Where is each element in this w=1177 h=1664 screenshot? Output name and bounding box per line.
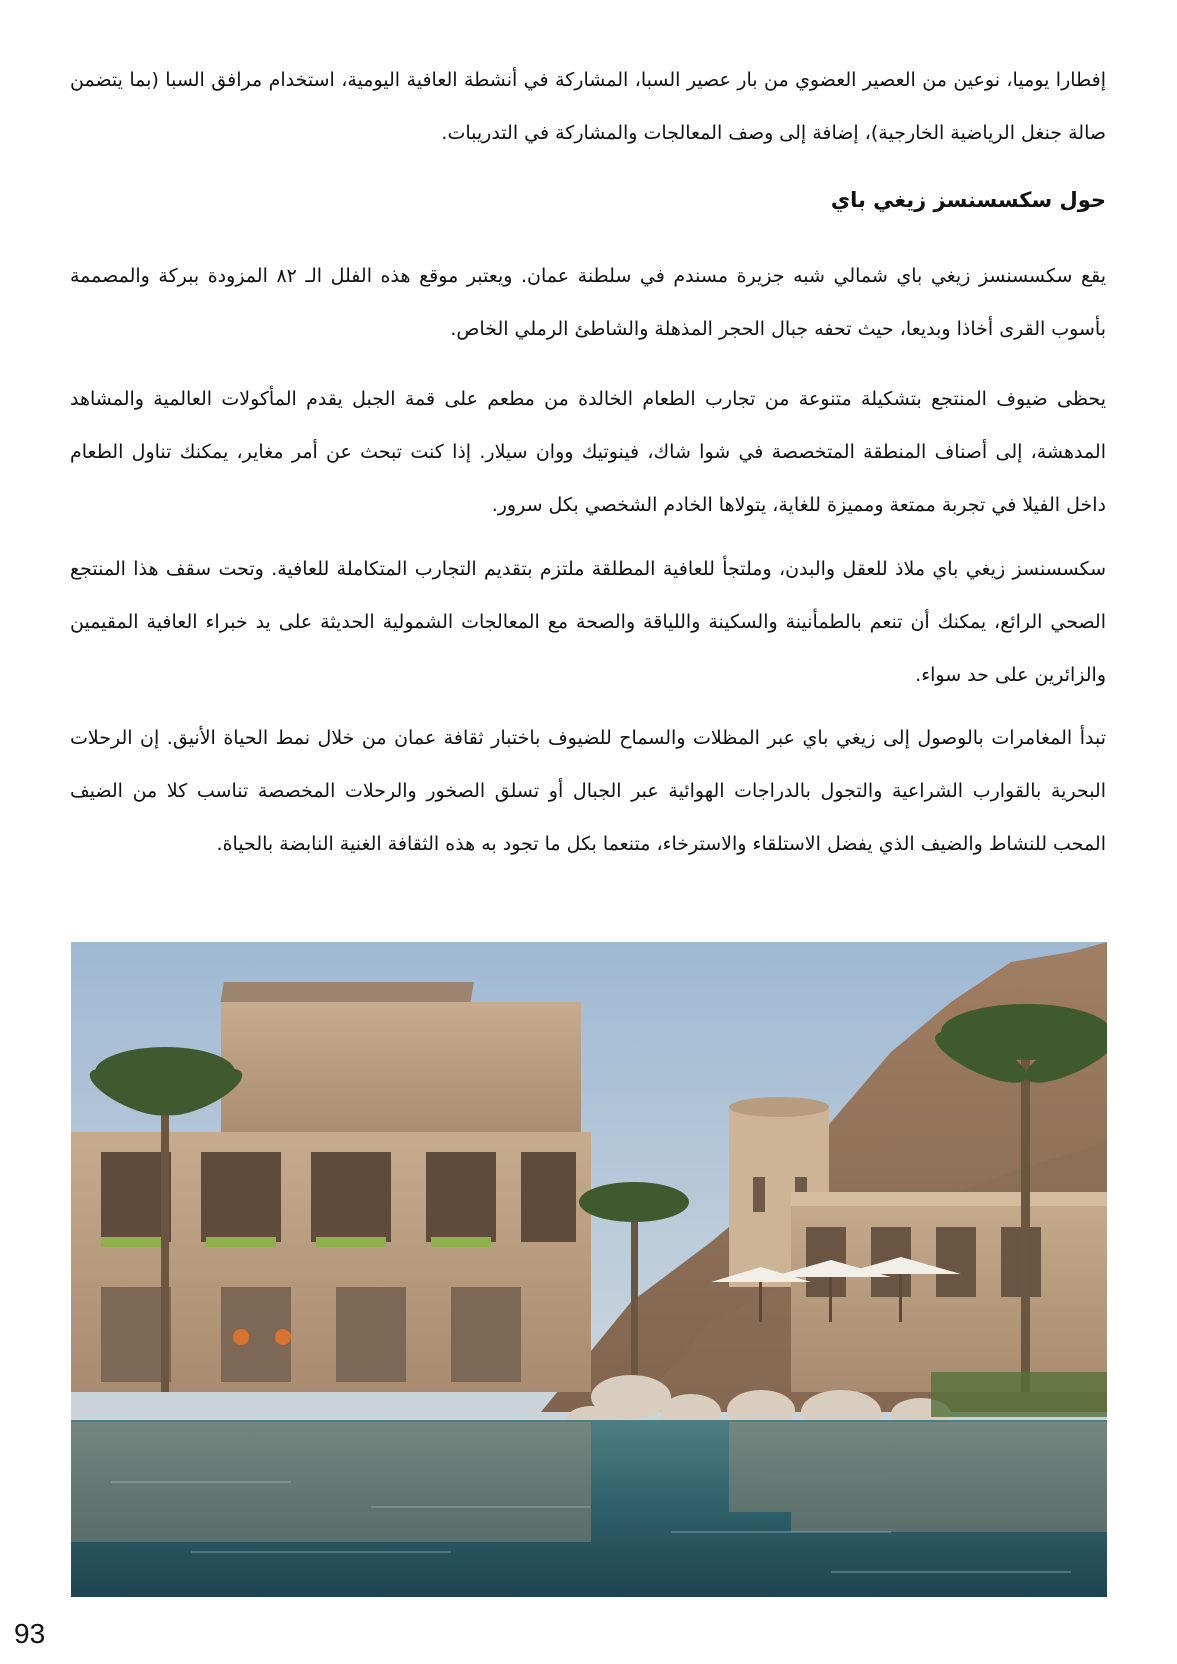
intro-paragraph	[70, 54, 1106, 160]
resort-photo	[71, 942, 1107, 1597]
intro-paragraph-text: إفطارا يوميا، نوعين من العصير العضوي من بار عصير السبا، المشاركة في أنشطة العافية اليومية، استخدام مرافق السبا (بما يتضمن صالة جنغل الرياضية الخارجية)، إضافة إلى وصف المعالجات والمشاركة في التدريبات.	[70, 69, 1106, 144]
paragraph-dining	[70, 373, 1106, 532]
paragraph-adventures	[70, 712, 1106, 871]
right-building	[791, 1192, 1107, 1392]
paragraph-text: يقع سكسسنسز زيغي باي شمالي شبه جزيرة مسندم في سلطنة عمان. ويعتبر موقع هذه الفلل الـ ٨٢ المزودة ببركة والمصممة بأسوب القرى أخاذا وبديعا، حيث تحفه جبال الحجر المذهلة والشاطئ الرملي الخاص.	[70, 265, 1106, 340]
paragraph-text: تبدأ المغامرات بالوصول إلى زيغي باي عبر المظلات والسماح للضيوف باختبار ثقافة عمان من خلال نمط الحياة الأنيق. إن الرحلات البحرية بالقوارب الشراعية والتجول بالدراجات الهوائية عبر الجبال أو تسلق الصخور والرحلات المخصصة تناسب كلا من الضيف المحب للنشاط والضيف الذي يفضل الاستلقاء والاسترخاء، متنعما بكل ما تجود به هذه الثقافة الغنية النابضة بالحياة.	[70, 727, 1106, 855]
section-heading: حول سكسسنسز زيغي باي	[830, 188, 1106, 212]
paragraph-wellness	[70, 543, 1106, 702]
paragraph-text: سكسسنسز زيغي باي ملاذ للعقل والبدن، وملتجأ للعافية المطلقة ملتزم بتقديم التجارب المتكاملة للعافية. وتحت سقف هذا المنتجع الصحي الرائع، يمكنك أن تنعم بالطمأنينة والسكينة واللياقة والصحة مع المعالجات الشمولية الحديثة على يد خبراء العافية المقيمين والزائرين على حد سواء.	[70, 558, 1106, 686]
paragraph-location	[70, 250, 1106, 356]
shrubs	[931, 1372, 1107, 1417]
page-number: 93	[14, 1618, 46, 1649]
paragraph-text: يحظى ضيوف المنتجع بتشكيلة متنوعة من تجارب الطعام الخالدة من مطعم على قمة الجبل يقدم المأكولات العالمية والمشاهد المدهشة، إلى أصناف المنطقة المتخصصة في شوا شاك، فينوتيك ووان سيلار. إذا كنت تبحث عن أمر مغاير، يمكنك تناول الطعام داخل الفيلا في تجربة ممتعة ومميزة للغاية، يتولاها الخادم الشخصي بكل سرور.	[70, 388, 1106, 516]
